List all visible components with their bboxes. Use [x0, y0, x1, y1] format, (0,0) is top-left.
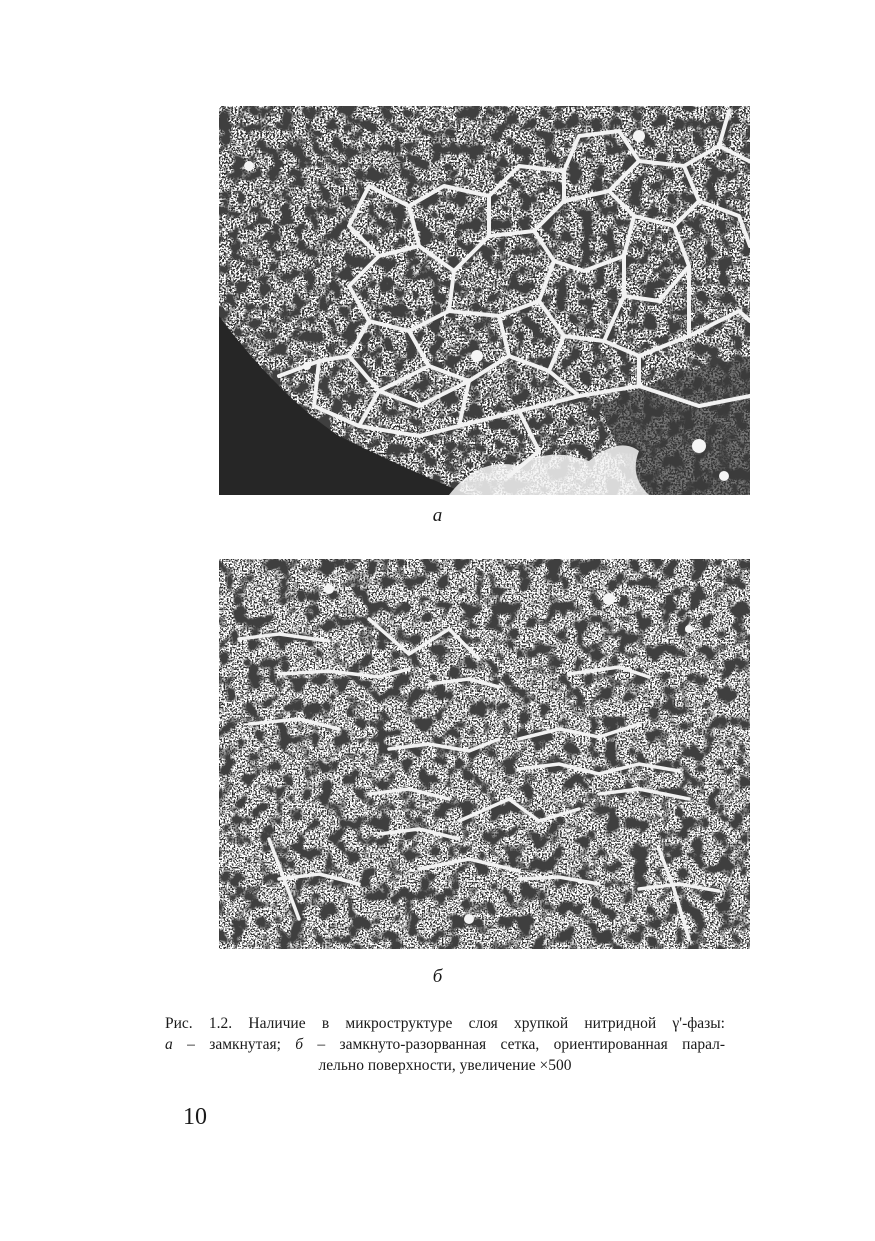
caption-item-b: б: [295, 1036, 304, 1053]
figure-label-a: а: [432, 505, 443, 526]
caption-line-3: лельно поверхности, увеличение ×500: [318, 1057, 572, 1074]
caption-item-a: а: [165, 1036, 173, 1053]
caption-line-1: Рис. 1.2. Наличие в микроструктуре слоя хрупкой нитридной γ'-фазы:: [165, 1015, 725, 1032]
caption-line-2: [165, 1034, 725, 1055]
micrograph-b-image: [219, 559, 750, 949]
figure-caption: [165, 1013, 725, 1076]
caption-text-2: – замкнуто-разорванная сетка, ориентированная парал-: [303, 1036, 725, 1053]
page-number: 10: [183, 1104, 207, 1130]
caption-text-1: – замкнутая;: [172, 1036, 296, 1053]
figure-label-b: б: [432, 966, 443, 987]
micrograph-a-image: [219, 106, 750, 495]
